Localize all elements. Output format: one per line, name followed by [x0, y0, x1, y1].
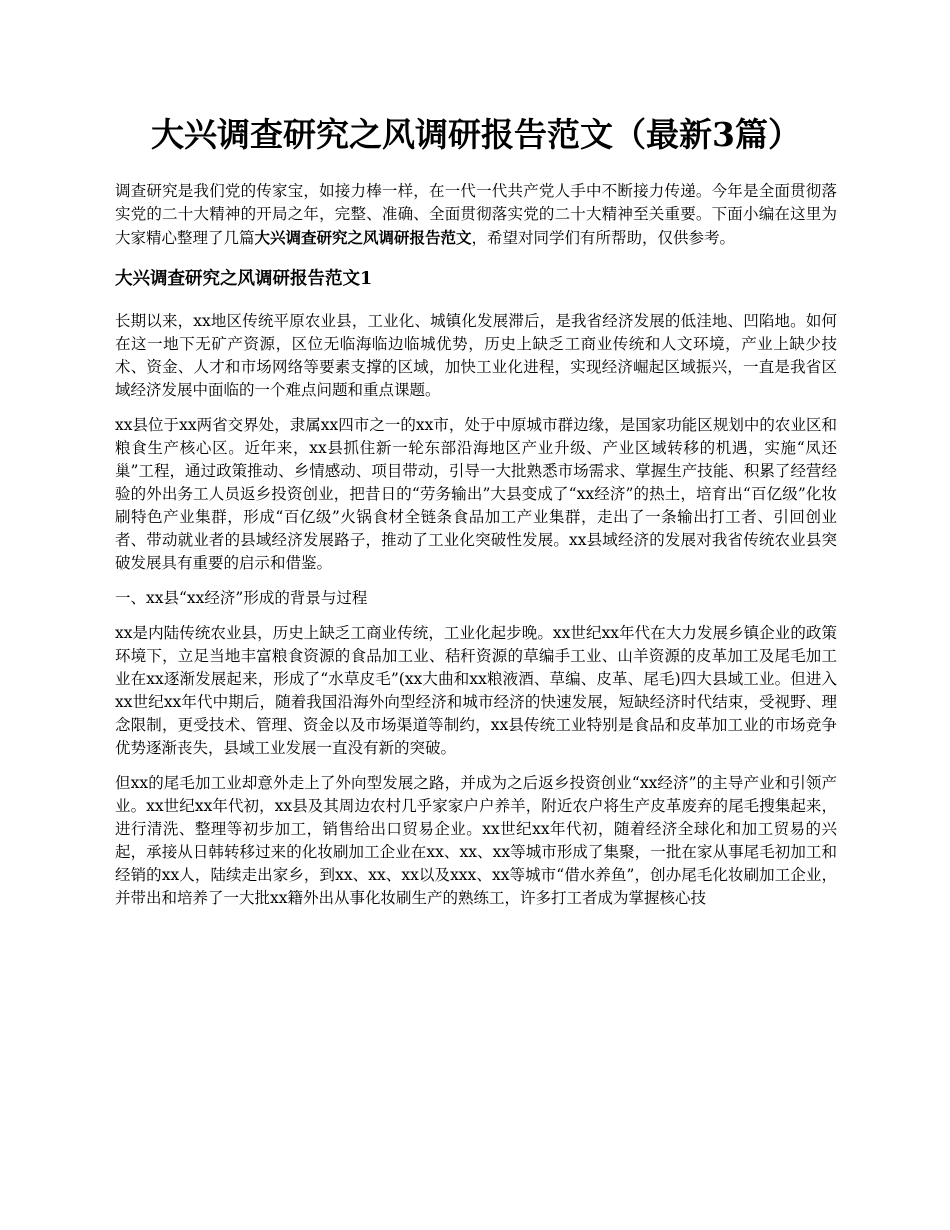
document-title: 大兴调查研究之风调研报告范文（最新3篇）	[151, 115, 801, 154]
intro-bold-text: 大兴调查研究之风调研报告范文	[254, 228, 472, 247]
intro-text: 调查研究是我们党的传家宝，如接力棒一样，在一代一代共产党人手中不断接力传递。今年是全面贯彻落实党的二十大精神的开局之年，完整、准确、全面贯彻落实党的二十大精神至关重要。下面小编在这里为大家精心整理了几篇	[115, 182, 837, 247]
document-body	[115, 112, 837, 922]
body-paragraph: xx是内陆传统农业县，历史上缺乏工商业传统，工业化起步晚。xx世纪xx年代在大力发展乡镇企业的政策环境下，立足当地丰富粮食资源的食品加工业、秸秆资源的草编手工业、山羊资源的皮革加工及尾毛加工业在xx逐渐发展起来，形成了“水草皮毛”(xx大曲和xx粮液酒、草编、皮革、尾毛)四大县域工业。但进入xx世纪xx年代中期后，随着我国沿海外向型经济和城市经济的快速发展，短缺经济时代结束，受视野、理念限制，更受技术、管理、资金以及市场渠道等制约，xx县传统工业特别是食品和皮革加工业的市场竞争优势逐渐丧失，县域工业发展一直没有新的突破。	[115, 624, 837, 757]
section-heading: 大兴调查研究之风调研报告范文1	[115, 269, 373, 289]
intro-text-end: ，希望对同学们有所帮助，仅供参考。	[471, 229, 736, 247]
body-paragraph: xx县位于xx两省交界处，隶属xx四市之一的xx市，处于中原城市群边缘，是国家功能区规划中的农业区和粮食生产核心区。近年来，xx县抓住新一轮东部沿海地区产业升级、产业区域转移的机遇，实施“凤还巢”工程，通过政策推动、乡情感动、项目带动，引导一大批熟悉市场需求、掌握生产技能、积累了经营经验的外出务工人员返乡投资创业，把昔日的“劳务输出”大县变成了“xx经济”的热土，培育出“百亿级”化妆刷特色产业集群，形成“百亿级”火锅食材全链条食品加工产业集群，走出了一条输出打工者、引回创业者、带动就业者的县域经济发展路子，推动了工业化突破性发展。xx县域经济的发展对我省传统农业县突破发展具有重要的启示和借鉴。	[115, 416, 837, 572]
subsection-heading: 一、xx县“xx经济”形成的背景与过程	[115, 589, 368, 607]
body-paragraph: 长期以来，xx地区传统平原农业县，工业化、城镇化发展滞后，是我省经济发展的低洼地、凹陷地。如何在这一地下无矿产资源，区位无临海临边临城优势，历史上缺乏工商业传统和人文环境，产业上缺少技术、资金、人才和市场网络等要素支撑的区域，加快工业化进程，实现经济崛起区域振兴，一直是我省区域经济发展中面临的一个难点问题和重点课题。	[115, 312, 837, 399]
body-paragraph: 但xx的尾毛加工业却意外走上了外向型发展之路，并成为之后返乡投资创业“xx经济”的主导产业和引领产业。xx世纪xx年代初，xx县及其周边农村几乎家家户户养羊，附近农户将生产皮革废弃的尾毛搜集起来，进行清洗、整理等初步加工，销售给出口贸易企业。xx世纪xx年代初，随着经济全球化和加工贸易的兴起，承接从日韩转移过来的化妆刷加工企业在xx、xx、xx等城市形成了集聚，一批在家从事尾毛初加工和经销的xx人，陆续走出家乡，到xx、xx、xx以及xxx、xx等城市“借水养鱼”，创办尾毛化妆刷加工企业，并带出和培养了一大批xx籍外出从事化妆刷生产的熟练工，许多打工者成为掌握核心技	[115, 774, 837, 907]
intro-paragraph	[115, 180, 837, 250]
